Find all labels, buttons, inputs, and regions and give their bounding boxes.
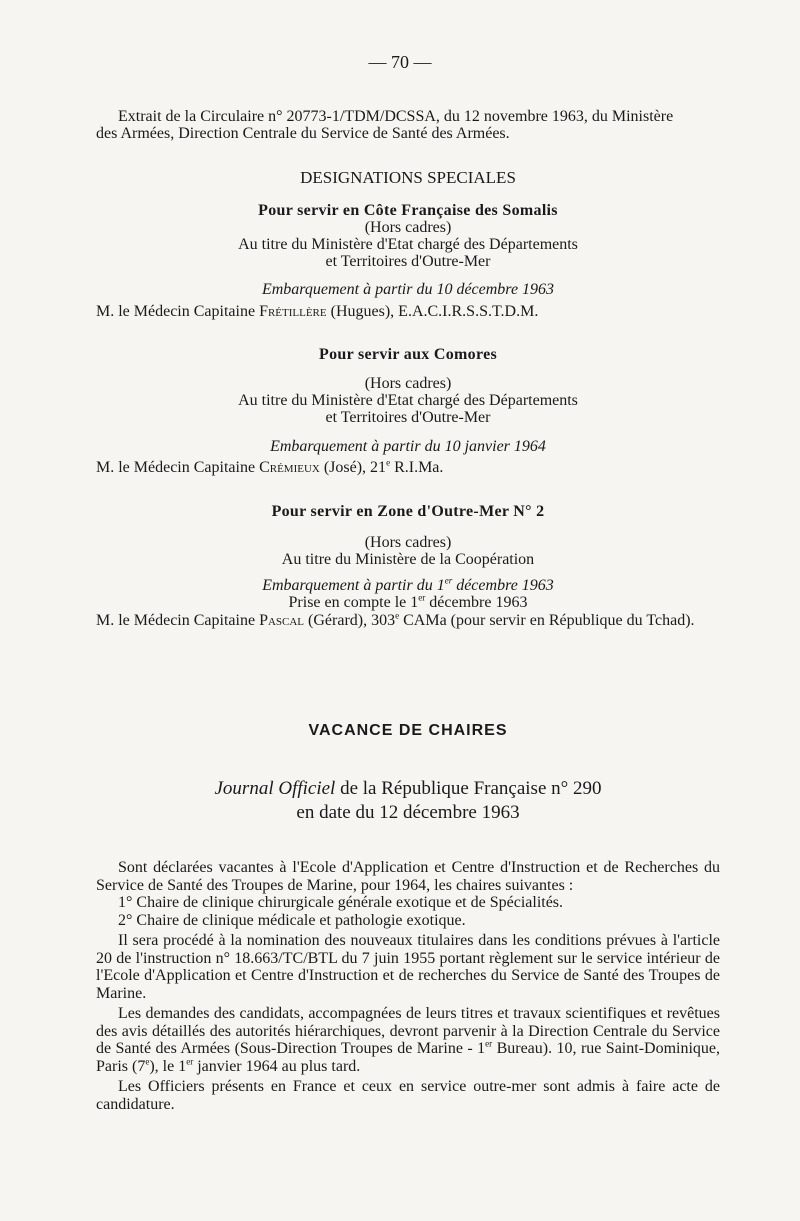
prise-post: décembre 1963 [429, 594, 528, 611]
body-text [96, 859, 720, 1113]
page-number: — 70 — [368, 52, 432, 72]
person-suffix: R.I.Ma. [394, 459, 444, 476]
paragraph-2: Il sera procédé à la nomination des nouveaux titulaires dans les conditions prévues à l'article 20 de l'instruction n° 18.663/TC/BTL du 7 juin 1955 portant règlement sur le service intérieur de l'Ecole d'Application et Centre d'Instruction et de recherches du Service de Santé des Troupes de Marine. [96, 932, 720, 1002]
person-prefix: M. le Médecin Capitaine [96, 459, 256, 476]
p3-post: janvier 1964 au plus tard. [197, 1057, 361, 1075]
person-prefix: M. le Médecin Capitaine [96, 303, 256, 320]
hors-cadres: (Hors cadres) [364, 534, 452, 551]
hors-cadres: (Hors cadres) [364, 375, 452, 392]
ordinal-sup: e [386, 457, 391, 468]
journal-officiel-reference [96, 777, 720, 825]
ordinal-sup: er [186, 1056, 194, 1067]
paragraph-4: Les Officiers présents en France et ceux en service outre-mer sont admis à faire acte de candidature. [96, 1078, 720, 1113]
section-comores [96, 346, 720, 455]
ministry-line-1: Au titre du Ministère d'Etat chargé des Départements [238, 236, 578, 253]
ordinal-sup: er [485, 1038, 493, 1049]
person-name: Frétillère [259, 303, 327, 320]
designations-title: DESIGNATIONS SPECIALES [300, 168, 516, 187]
person-mid: (Gérard), 303 [308, 612, 396, 629]
ordinal-sup: e [395, 610, 400, 621]
p3-mid2: ), le 1 [149, 1057, 187, 1075]
chair-item-1: 1° Chaire de clinique chirurgicale générale exotique et de Spécialités. [118, 894, 564, 911]
embarquement: Embarquement à partir du 10 décembre 1963 [261, 281, 555, 298]
intro-line-1: Extrait de la Circulaire n° 20773-1/TDM/DCSSA, du 12 novembre 1963, du Ministère [118, 108, 674, 125]
ministry-line-1: Au titre du Ministère d'Etat chargé des Départements [238, 392, 578, 409]
person-line [96, 303, 720, 321]
person-suffix: (Hugues), E.A.C.I.R.S.S.T.D.M. [330, 303, 539, 320]
person-suffix: CAMa (pour servir en République du Tchad). [403, 612, 695, 629]
paragraph-1: Sont déclarées vacantes à l'Ecole d'Application et Centre d'Instruction et de Recherches du Service de Santé des Troupes de Marine, pour 1964, les chaires suivantes : [96, 859, 720, 894]
p3-pre: Les demandes des candidats, accompagnées de leurs titres et travaux scientifiques et revêtues des avis détaillés des autorités hiérarchiques, devront parvenir à la Direction Centrale du Service de Santé des Armées (Sous-Direction Troupes de Marine - 1 [96, 1005, 720, 1057]
hors-cadres: (Hors cadres) [364, 219, 452, 236]
section-somalis [96, 202, 720, 298]
jo-rest: de la République Française n° 290 [340, 778, 602, 799]
p3-mid: Bureau). 10, rue Saint-Dominique, Paris (7 [96, 1040, 721, 1075]
person-mid: (José), 21 [323, 459, 387, 476]
jo-italic: Journal Officiel [214, 778, 336, 799]
person-name: Pascal [259, 612, 305, 629]
ministry-line-2: et Territoires d'Outre-Mer [325, 253, 491, 270]
embarquement-post: décembre 1963 [456, 577, 554, 594]
intro-paragraph [96, 108, 720, 142]
jo-line-2: en date du 12 décembre 1963 [296, 802, 520, 823]
ordinal-sup: er [418, 592, 426, 603]
person-line [96, 612, 720, 630]
prise-pre: Prise en compte le 1 [288, 594, 419, 611]
ordinal-sup: e [145, 1056, 150, 1067]
embarquement: Embarquement à partir du 10 janvier 1964 [270, 438, 546, 455]
prise-en-compte [96, 594, 720, 611]
embarquement [96, 577, 720, 594]
section-zone-outre-mer [96, 503, 720, 611]
jo-line-1 [96, 777, 720, 801]
vacance-title: VACANCE DE CHAIRES [308, 722, 508, 739]
embarquement-pre: Embarquement à partir du 1 [262, 577, 445, 594]
chair-item-2: 2° Chaire de clinique médicale et pathologie exotique. [118, 911, 466, 929]
ministry-line-2: et Territoires d'Outre-Mer [325, 409, 491, 426]
section-title: Pour servir en Zone d'Outre-Mer N° 2 [271, 503, 545, 520]
section-title: Pour servir aux Comores [319, 346, 497, 363]
ordinal-sup: er [444, 575, 453, 586]
paragraph-3 [96, 1005, 720, 1075]
ministry-line-1: Au titre du Ministère de la Coopération [281, 551, 535, 568]
intro-line-2: des Armées, Direction Centrale du Service de Santé des Armées. [96, 125, 510, 142]
section-title: Pour servir en Côte Française des Somalis [258, 202, 558, 219]
person-name: Crémieux [259, 459, 320, 476]
person-prefix: M. le Médecin Capitaine [96, 612, 256, 629]
person-line [96, 459, 720, 477]
